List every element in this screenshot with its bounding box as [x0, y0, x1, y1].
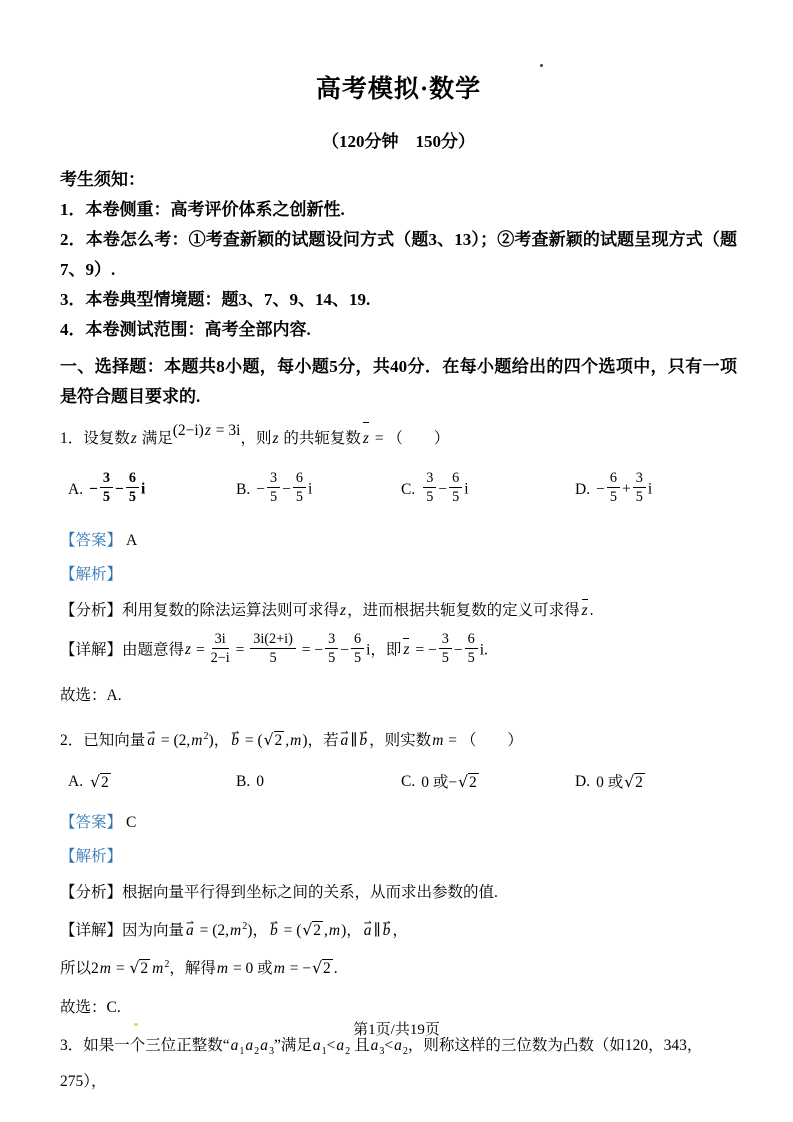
- question-1-xiangjie: 【详解】由题意得z = $\frac{3i}{2-i}$ = $\frac{3i(2+i)}{5}$ = − $\frac{3}{5}$ − $\frac{6}{5}$ i，即 z = − $\frac{3}{5}$ − $\frac{6}{5}$ i.: [60, 630, 488, 667]
- question-3-stem: 3．如果一个三位正整数“$a_1a_2a_3$”满足$a_1<a_2$ 且$a_3<a_2$，则称这样的三位数为凸数（如120，343，275），: [60, 1037, 703, 1091]
- answer-label: 【答案】: [60, 813, 123, 831]
- question-1-stem: 1．设复数z 满足(2−i)z = 3i，则z 的共轭复数 z = （ ）: [60, 422, 737, 456]
- notice-item-4: 4．本卷测试范围：高考全部内容.: [60, 319, 311, 339]
- option-label: A.: [68, 480, 84, 498]
- question-1-conclusion: 故选：A.: [60, 686, 122, 704]
- exam-title: 高考模拟·数学: [315, 75, 482, 103]
- option-value: $\frac{3}{5}$ − $\frac{6}{5}$ i: [421, 472, 468, 508]
- highlight-speck: [134, 1023, 138, 1026]
- jiexi-label: 【解析】: [60, 847, 123, 865]
- notice-heading: 考生须知：: [60, 169, 145, 189]
- notice-item-1: 1．本卷侧重：高考评价体系之创新性.: [60, 199, 345, 219]
- option-label: D.: [575, 773, 591, 791]
- question-2-xiangjie: 【详解】因为向量 a ⇀ = $(2,m^2)$， b ⇀ = (√2 ,m)， a ⇀ ∥ b ⇀ ，: [60, 915, 737, 943]
- question-2-answer-line: [60, 812, 737, 834]
- answer-value: A: [126, 531, 138, 549]
- question-1-option-b: [236, 469, 401, 508]
- option-label: C.: [401, 773, 416, 791]
- question-2-fenxi: 【分析】根据向量平行得到坐标之间的关系，从而求出参数的值.: [60, 883, 498, 901]
- option-value: − $\frac{3}{5}$ − $\frac{6}{5}$ i: [89, 469, 146, 506]
- option-value: 0 或−√2: [421, 772, 477, 791]
- answer-value: C: [126, 813, 137, 831]
- option-label: B.: [236, 773, 251, 791]
- question-2-option-d: [575, 769, 737, 796]
- question-1-answer-line: [60, 530, 737, 552]
- option-label: B.: [236, 480, 251, 498]
- question-1-option-a: [68, 469, 236, 508]
- notice-item-3: 3．本卷典型情境题：题3、7、9、14、19.: [60, 289, 371, 309]
- option-value: 0: [256, 773, 264, 791]
- question-2-stem: 2．已知向量 a ⇀ = $(2,m^2)$， b ⇀ = (√2 ,m)，若 a ⇀ ∥ b ⇀ ，则实数m = （ ）: [60, 721, 737, 757]
- option-label: A.: [68, 773, 84, 791]
- question-2-option-c: [401, 769, 575, 796]
- question-1-option-d: [575, 469, 737, 508]
- question-2-suoyi: 所以2m = √2 $m^2$，解得m = 0 或m = −√2 .: [60, 958, 338, 977]
- question-2-options: [60, 769, 737, 796]
- question-2-jiexi-line: [60, 846, 737, 868]
- exam-duration-score: （120分钟 150分）: [322, 131, 475, 151]
- answer-label: 【答案】: [60, 531, 123, 549]
- jiexi-label: 【解析】: [60, 565, 123, 583]
- option-label: D.: [575, 480, 591, 498]
- question-1-option-c: [401, 469, 575, 508]
- option-value: − $\frac{6}{5}$ + $\frac{3}{5}$ i: [596, 469, 653, 506]
- option-label: C.: [401, 480, 416, 498]
- question-1-jiexi-line: [60, 564, 737, 586]
- notice-item-2: 2．本卷怎么考：①考查新颖的试题设问方式（题3、13）；②考查新颖的试题呈现方式（题7、9）.: [60, 229, 737, 279]
- option-value: − $\frac{3}{5}$ − $\frac{6}{5}$ i: [256, 469, 313, 506]
- page-number: 第1页/共19页: [353, 1022, 440, 1038]
- question-2-conclusion: 故选：C.: [60, 999, 121, 1016]
- question-2-option-a: [68, 769, 236, 796]
- question-1-options: [60, 466, 737, 514]
- section-heading: 一、选择题：本题共8小题，每小题5分，共40分．在每小题给出的四个选项中，只有一项是符合题目要求的.: [60, 356, 737, 406]
- question-2-option-b: [236, 769, 401, 795]
- option-value: 0 或√2: [596, 772, 643, 791]
- option-value: √2: [90, 772, 109, 791]
- ink-speck: [540, 64, 543, 67]
- question-1-fenxi: 【分析】利用复数的除法运算法则可求得z，进而根据共轭复数的定义可求得 z .: [60, 599, 737, 623]
